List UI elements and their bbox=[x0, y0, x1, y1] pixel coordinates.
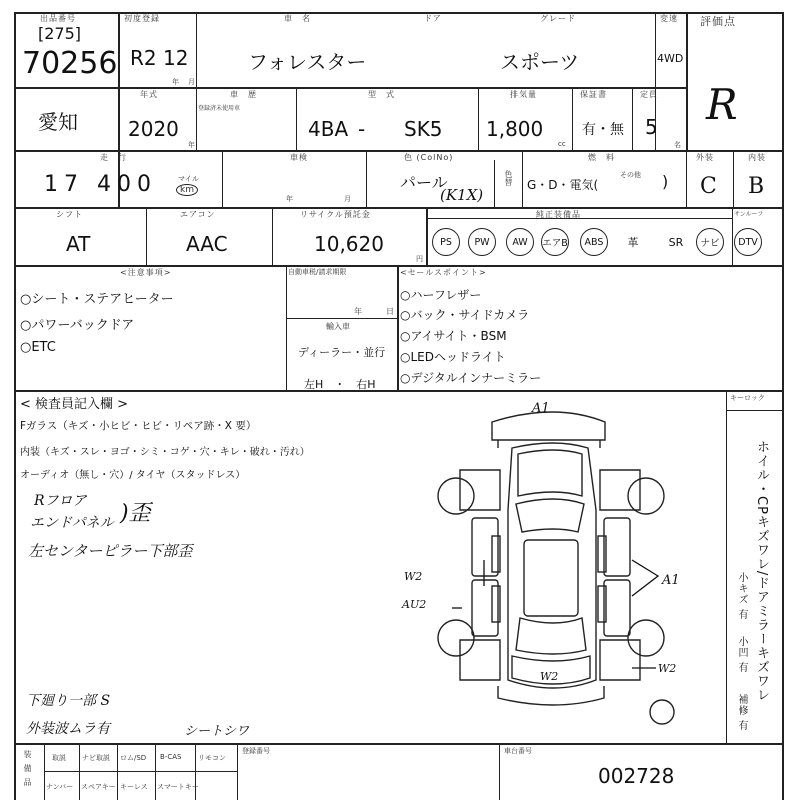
interior-caption: 内装 bbox=[748, 153, 766, 162]
name-caption: 車 名 bbox=[284, 14, 311, 23]
import-caption: 輸入車 bbox=[326, 322, 350, 331]
footer-item: 取説 bbox=[52, 754, 66, 762]
region: 愛知 bbox=[38, 110, 78, 134]
damage-mark: W2 bbox=[540, 670, 559, 683]
equipment-badge: ナビ bbox=[696, 228, 724, 256]
footer-item: リモコン bbox=[198, 754, 226, 762]
interior: B bbox=[748, 174, 765, 199]
model-year-unit: 年 bbox=[188, 141, 195, 149]
door-caption: ドア bbox=[424, 14, 442, 23]
hand-note-brace: )歪 bbox=[120, 501, 151, 526]
capacity-unit: 名 bbox=[674, 141, 681, 149]
recycle-caption: リサイクル預託金 bbox=[300, 210, 371, 219]
year-unit: 年 bbox=[172, 78, 179, 86]
footer-item: スペアキー bbox=[81, 783, 116, 791]
model-year: 2020 bbox=[128, 117, 179, 141]
hand-note-underbody: 下廻り一部 S bbox=[26, 693, 111, 709]
wheel-mirror-label: ホイル・CPキズワレ/ドアミラーキズワレ bbox=[754, 440, 769, 703]
exterior-caption: 外装 bbox=[696, 153, 714, 162]
hand-note-end-panel: エンドパネル bbox=[30, 515, 114, 531]
inspector-line-interior: 内装（キズ・スレ・ヨゴ・シミ・コゲ・穴・キレ・破れ・汚れ） bbox=[20, 447, 310, 458]
fuel-other: その他 bbox=[620, 171, 641, 179]
type-dash: - bbox=[358, 117, 366, 141]
equipment-badge: DTV bbox=[734, 228, 762, 256]
ledger-caption: 車 歴 bbox=[230, 90, 257, 99]
sales-item: ○バック・サイドカメラ bbox=[400, 308, 530, 322]
sales-item: ○デジタルインナーミラー bbox=[400, 371, 542, 385]
note-item: ○ETC bbox=[20, 340, 56, 355]
fuel-close: ) bbox=[662, 172, 669, 191]
sales-item: ○アイサイト・BSM bbox=[400, 329, 507, 343]
note-item: ○シート・ステアヒーター bbox=[20, 292, 174, 307]
exterior: C bbox=[700, 174, 717, 199]
car-name: フォレスター bbox=[248, 50, 367, 74]
equipment-badge: PW bbox=[468, 228, 496, 256]
displacement-unit: cc bbox=[558, 140, 566, 148]
equipment-badge: PS bbox=[432, 228, 460, 256]
color-code: (K1X) bbox=[440, 186, 484, 204]
sunroof-caption: サンルーフ bbox=[734, 211, 764, 218]
equipment-badge: AW bbox=[506, 228, 534, 256]
side-note: 小凹 有 bbox=[736, 636, 747, 674]
vehicle-caption: 車台番号 bbox=[504, 747, 532, 755]
capacity-caption: 定員 bbox=[640, 90, 658, 99]
lot-number: 70256 bbox=[22, 46, 118, 81]
shift-caption: シフト bbox=[56, 210, 83, 219]
footer-item: ナビ取説 bbox=[82, 754, 110, 762]
inspector-line-glass: Fガラス（キズ・小ヒビ・ヒビ・リペア跡・X 要） bbox=[20, 420, 257, 432]
drive-caption: 変速 bbox=[660, 14, 678, 23]
inspection-day: 日 bbox=[386, 307, 394, 316]
color-change-caption: 色替 bbox=[504, 170, 513, 186]
vehicle-number: 002728 bbox=[598, 764, 675, 788]
grade: スポーツ bbox=[500, 50, 580, 74]
equipment-badge: SR bbox=[668, 235, 684, 249]
mileage-unit-mile: マイル bbox=[178, 175, 199, 183]
year-value: R2 12 bbox=[130, 46, 189, 70]
mileage: 17 400 bbox=[44, 172, 157, 197]
recycle: 10,620 bbox=[314, 232, 384, 256]
hand-note-seat: シートシワ bbox=[184, 724, 250, 739]
damage-mark: A1 bbox=[532, 401, 550, 416]
equipment-badge: ABS bbox=[580, 228, 608, 256]
ledger-sub: 登録済未使用車 bbox=[198, 105, 241, 112]
footer-item: B-CAS bbox=[160, 753, 182, 761]
grade-caption: グレード bbox=[540, 14, 576, 23]
hand-note-paint: 外装波ムラ有 bbox=[26, 721, 110, 737]
score-caption: 評価点 bbox=[700, 15, 736, 28]
ac-caption: エアコン bbox=[180, 210, 216, 219]
inspector-line-audio: オーディオ（無し・穴）/ タイヤ（スタッドレス） bbox=[20, 470, 246, 481]
recycle-unit: 円 bbox=[416, 255, 423, 263]
mileage-caption: 走 行 bbox=[100, 153, 127, 162]
import-dealer: ディーラー・並行 bbox=[298, 346, 386, 359]
ac: AAC bbox=[186, 232, 228, 256]
side-note: 補修 有 bbox=[736, 694, 747, 732]
footer-item: キーレス bbox=[120, 783, 148, 791]
car-damage-diagram bbox=[400, 400, 726, 740]
inspector-caption: < 検査員記入欄 > bbox=[20, 397, 129, 412]
displacement: 1,800 bbox=[486, 117, 544, 141]
footer-item: スマートキー bbox=[157, 783, 199, 791]
inspection-year: 年 bbox=[354, 307, 362, 316]
type-caption: 型 式 bbox=[368, 90, 395, 99]
shift: AT bbox=[66, 232, 91, 256]
shaken-month: 月 bbox=[344, 195, 351, 203]
damage-mark: AU2 bbox=[402, 598, 427, 611]
type-prefix: 4BA bbox=[308, 117, 349, 141]
keyless-caption: キーロック bbox=[730, 394, 765, 402]
fuel: G・D・電気( bbox=[527, 178, 599, 192]
inspection-caption: 自動車税/請求期限 bbox=[288, 268, 347, 276]
lot-prefix: [275] bbox=[38, 24, 82, 43]
sales-item: ○ハーフレザー bbox=[400, 288, 482, 302]
side-note: 小キズ 有 bbox=[736, 572, 747, 621]
score: R bbox=[706, 80, 738, 129]
type-code: SK5 bbox=[404, 117, 443, 141]
equipment-badge: 革 bbox=[627, 236, 639, 249]
damage-mark: A1 bbox=[662, 573, 680, 588]
hand-note-pillar: 左センターピラー下部歪 bbox=[28, 542, 193, 560]
notes-caption: <注意事項> bbox=[120, 268, 172, 277]
footer-item: ナンバー bbox=[46, 783, 74, 791]
import-handle: 左H ・ 右H bbox=[304, 378, 376, 391]
equipment-badge: エアB bbox=[541, 228, 569, 256]
color-name: パール bbox=[400, 173, 448, 192]
damage-mark: W2 bbox=[658, 662, 677, 675]
fuel-caption: 燃 料 bbox=[588, 153, 615, 162]
footer-caption: 装備品 bbox=[23, 750, 32, 792]
mileage-unit-km: km bbox=[176, 184, 198, 196]
year-caption: 初度登録 bbox=[124, 14, 160, 23]
capacity: 5 bbox=[645, 115, 658, 139]
month-unit: 月 bbox=[188, 78, 195, 86]
sales-caption: <セールスポイント> bbox=[400, 268, 487, 277]
shaken-caption: 車検 bbox=[290, 153, 308, 162]
warranty-caption: 保証書 bbox=[580, 90, 607, 99]
color-caption: 色 (ColNo) bbox=[404, 153, 454, 162]
hand-note-floor: Rフロア bbox=[34, 493, 87, 509]
displacement-caption: 排気量 bbox=[510, 90, 537, 99]
equipment-caption: 純正装備品 bbox=[536, 210, 581, 219]
registry-caption: 登録番号 bbox=[242, 747, 270, 755]
damage-mark: W2 bbox=[404, 570, 423, 583]
warranty: 有・無 bbox=[582, 122, 624, 138]
drive: 4WD bbox=[657, 52, 684, 65]
sales-item: ○LEDヘッドライト bbox=[400, 350, 506, 364]
footer-item: ロム/SD bbox=[120, 754, 147, 762]
model-year-caption: 年式 bbox=[140, 90, 158, 99]
note-item: ○パワーバックドア bbox=[20, 318, 135, 333]
shaken-year: 年 bbox=[286, 195, 293, 203]
lot-caption: 出品番号 bbox=[40, 14, 76, 23]
